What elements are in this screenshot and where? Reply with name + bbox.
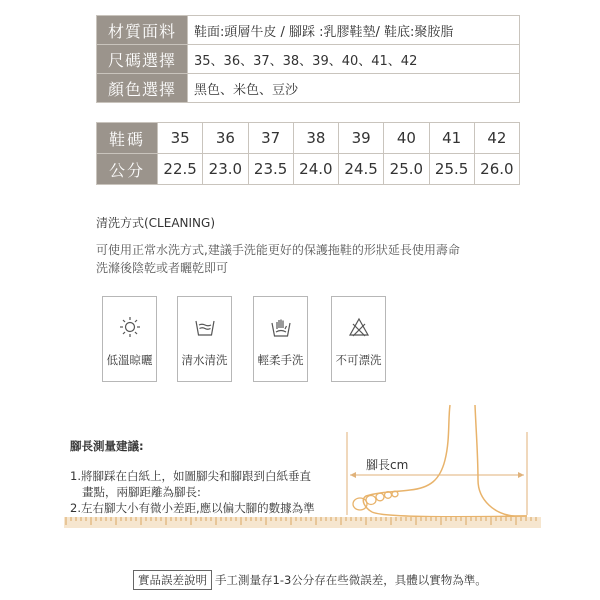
cm-cell: 25.5 <box>429 154 474 185</box>
cm-cell: 24.0 <box>293 154 338 185</box>
care-label: 不可漂洗 <box>335 353 382 367</box>
cm-cell: 23.5 <box>248 154 293 185</box>
size-cell: 40 <box>384 123 429 154</box>
foot-diagram <box>0 400 600 540</box>
wash-tub-icon <box>178 315 231 339</box>
size-cell: 37 <box>248 123 293 154</box>
sun-icon <box>103 315 156 339</box>
foot-measure-title: 腳長測量建議: <box>70 439 144 453</box>
spec-value: 35、36、37、38、39、40、41、42 <box>188 45 520 74</box>
spec-value: 黑色、米色、豆沙 <box>188 74 520 103</box>
spec-row-color <box>97 74 520 103</box>
spec-row-size <box>97 45 520 74</box>
cm-cell: 26.0 <box>474 154 519 185</box>
care-label: 輕柔手洗 <box>257 353 304 367</box>
spec-label: 顏色選擇 <box>97 74 188 103</box>
spec-row-material <box>97 16 520 45</box>
care-label: 清水清洗 <box>181 353 228 367</box>
care-item-water-wash <box>177 296 232 382</box>
size-cell: 35 <box>158 123 203 154</box>
foot-step2: 2.左右腳大小有微小差距,應以偏大腳的數據為準 <box>70 501 315 515</box>
foot-length-label: 腳長cm <box>366 458 409 472</box>
note-label: 實品誤差說明 <box>133 570 212 590</box>
foot-step1-line1: 1.將腳踩在白紙上，如圖腳尖和腳跟到白紙垂直 <box>70 469 311 483</box>
cm-cell: 23.0 <box>203 154 248 185</box>
spec-label: 材質面料 <box>97 16 188 45</box>
size-row-cm <box>97 154 520 185</box>
size-row-label: 公分 <box>97 154 158 185</box>
size-cell: 42 <box>474 123 519 154</box>
cleaning-description <box>96 241 526 277</box>
size-row-eu <box>97 123 520 154</box>
care-item-hand-wash <box>253 296 308 382</box>
spec-value: 鞋面:頭層牛皮 / 腳踩 :乳膠鞋墊/ 鞋底:聚胺脂 <box>188 16 520 45</box>
no-bleach-icon <box>332 315 385 339</box>
care-label: 低溫晾曬 <box>106 353 153 367</box>
cm-cell: 25.0 <box>384 154 429 185</box>
foot-step1-line2: 畫點，兩腳距離為腳長: <box>82 485 201 499</box>
size-table <box>96 122 520 185</box>
size-cell: 41 <box>429 123 474 154</box>
cleaning-desc-line: 可使用正常水洗方式,建議手洗能更好的保護拖鞋的形狀延長使用壽命 <box>96 243 460 257</box>
size-cell: 36 <box>203 123 248 154</box>
size-row-label: 鞋碼 <box>97 123 158 154</box>
cleaning-desc-line: 洗滌後陰乾或者曬乾即可 <box>96 261 229 275</box>
care-item-no-bleach <box>331 296 386 382</box>
care-item-low-temp-dry <box>102 296 157 382</box>
size-cell: 38 <box>293 123 338 154</box>
note-text: 手工測量存1-3公分存在些微誤差，具體以實物為準。 <box>215 573 487 587</box>
cm-cell: 24.5 <box>339 154 384 185</box>
cleaning-title: 清洗方式(CLEANING) <box>96 216 216 230</box>
cm-cell: 22.5 <box>158 154 203 185</box>
hand-wash-icon <box>254 315 307 339</box>
spec-table <box>96 15 520 103</box>
spec-label: 尺碼選擇 <box>97 45 188 74</box>
size-cell: 39 <box>339 123 384 154</box>
